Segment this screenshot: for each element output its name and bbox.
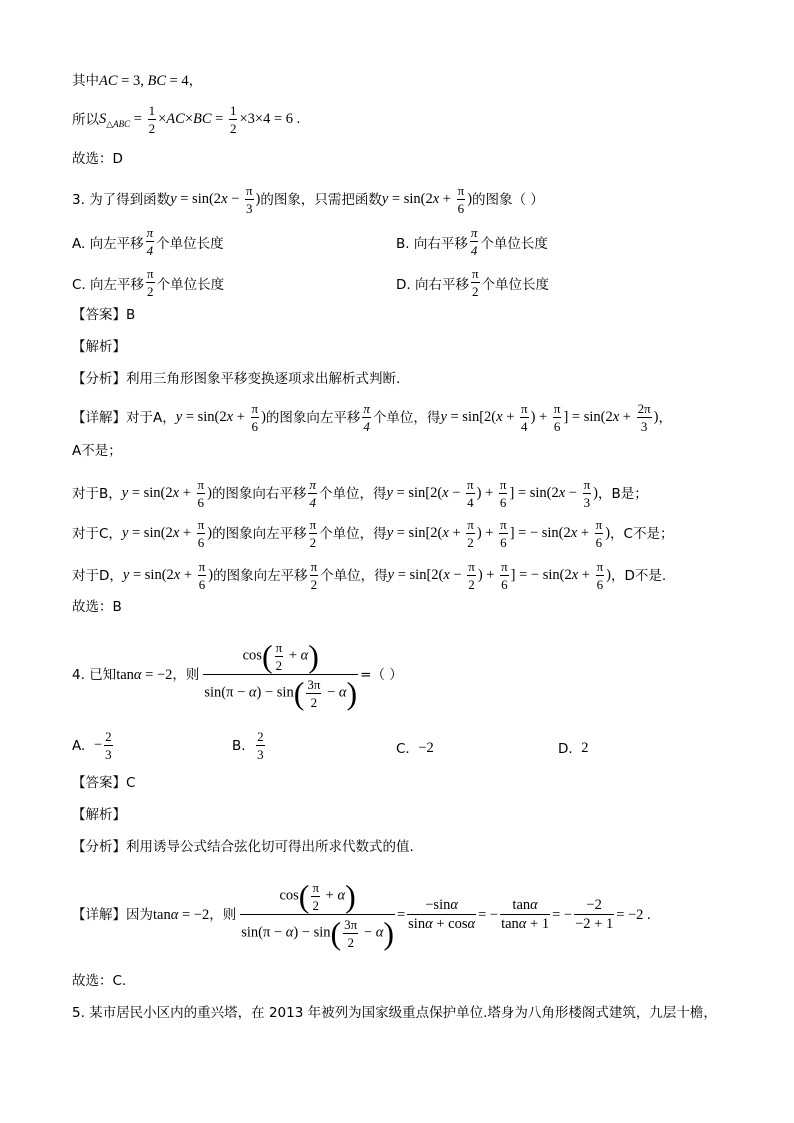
q3-choose: 故选：B	[72, 599, 122, 615]
given-sides-line: 其中AC = 3, BC = 4，	[72, 73, 203, 89]
q3-not-a: A不是；	[72, 443, 122, 459]
question-5: 5. 某市居民小区内的重兴塔，在 2013 年被列为国家级重点保护单位.塔身为八角形楼阁式建筑，九层十檐，	[72, 1005, 717, 1021]
q4-choose: 故选：C.	[72, 973, 127, 989]
q3-detail-a: 【详解】 对于A， y = sin(2x + $\frac{\pi}{6}$ ) 的图象向左平移 $\frac{\pi}{4}$ 个单位，得 y = sin[2(x + $\frac{\pi}{4}$ ) + $\frac{\pi}{6}$ ] = sin(2x + $\frac{2\pi}{3}$ ) ，	[72, 401, 672, 434]
q3-detail-c: 对于C， y = sin(2x + $\frac{\pi}{6}$ ) 的图象向左平移 $\frac{\pi}{2}$ 个单位，得 y = sin[2(x + $\frac{\pi}{2}$ ) + $\frac{\pi}{6}$ ] = − sin(2x + $\frac{\pi}{6}$ ) ，C不是；	[72, 517, 674, 550]
q3-detail-d: 对于D， y = sin(2x + $\frac{\pi}{6}$ ) 的图象向左平移 $\frac{\pi}{2}$ 个单位，得 y = sin[2(x − $\frac{\pi}{2}$ ) + $\frac{\pi}{6}$ ] = − sin(2x + $\frac{\pi}{6}$ ) ，D不是.	[72, 559, 667, 592]
q4-option-c: C. −2	[396, 740, 434, 757]
q3-option-c: C. 向左平移 $\frac{\pi}{2}$ 个单位长度	[72, 266, 225, 299]
question-3: 3. 为了得到函数 y = sin(2x − $\frac{\pi}{3}$ ) 的图象，只需把函数 y = sin(2x + $\frac{\pi}{6}$ ) 的图象（ ）	[72, 183, 544, 216]
q4-answer: 【答案】C	[72, 775, 136, 791]
q4-analysis-head: 【解析】	[72, 807, 126, 823]
q3-option-a: A. 向左平移 $\frac{\pi}{4}$ 个单位长度	[72, 225, 224, 258]
question-4: 4. 已知 tanα = −2 ，则 cos( $\frac{\pi}{2}$ + α) sin(π − α) − sin( $\frac{3\pi}{2}$ − α) =（ ）	[72, 638, 403, 711]
q3-fenxi: 【分析】利用三角形图象平移变换逐项求出解析式判断.	[72, 371, 401, 387]
q4-detail: 【详解】 因为 tanα = −2 ，则 cos( $\frac{\pi}{2}$ + α) sin(π − α) − sin( $\frac{3\pi}{2}$ − α) = $\frac{-\sin\alpha}{\sin\alpha + \cos\alpha}$ = − $\frac{\tan\alpha}{\tan\alpha + 1}$ = − $\frac{-2}{-2 + 1}$ = −2 .	[72, 878, 651, 951]
q4-option-a: A. − $\frac{2}{3}$	[72, 729, 112, 762]
q4-fenxi: 【分析】利用诱导公式结合弦化切可得出所求代数式的值.	[72, 839, 414, 855]
q3-detail-b: 对于B， y = sin(2x + $\frac{\pi}{6}$ ) 的图象向右平移 $\frac{\pi}{4}$ 个单位，得 y = sin[2(x − $\frac{\pi}{4}$ ) + $\frac{\pi}{6}$ ] = sin(2x − $\frac{\pi}{3}$ ) ，B是；	[72, 477, 648, 510]
q3-analysis-head: 【解析】	[72, 339, 126, 355]
q3-option-d: D. 向右平移 $\frac{\pi}{2}$ 个单位长度	[396, 266, 550, 299]
prev-answer: 故选：D	[72, 151, 123, 167]
q3-answer: 【答案】B	[72, 307, 136, 323]
side-values: AC = 3, BC = 4	[99, 73, 189, 89]
area-formula-line: 所以 $S_{\triangle ABC}$ = $\frac{1}{2}$ ×AC×BC = $\frac{1}{2}$ ×3×4 = 6 .	[72, 103, 301, 136]
q4-option-b: B. $\frac{2}{3}$	[232, 729, 264, 762]
q4-option-d: D. 2	[558, 740, 589, 757]
area-expression: $S_{\triangle ABC}$ = $\frac{1}{2}$ ×AC×BC = $\frac{1}{2}$ ×3×4 = 6 .	[99, 103, 301, 136]
q3-option-b: B. 向右平移 $\frac{\pi}{4}$ 个单位长度	[396, 225, 548, 258]
